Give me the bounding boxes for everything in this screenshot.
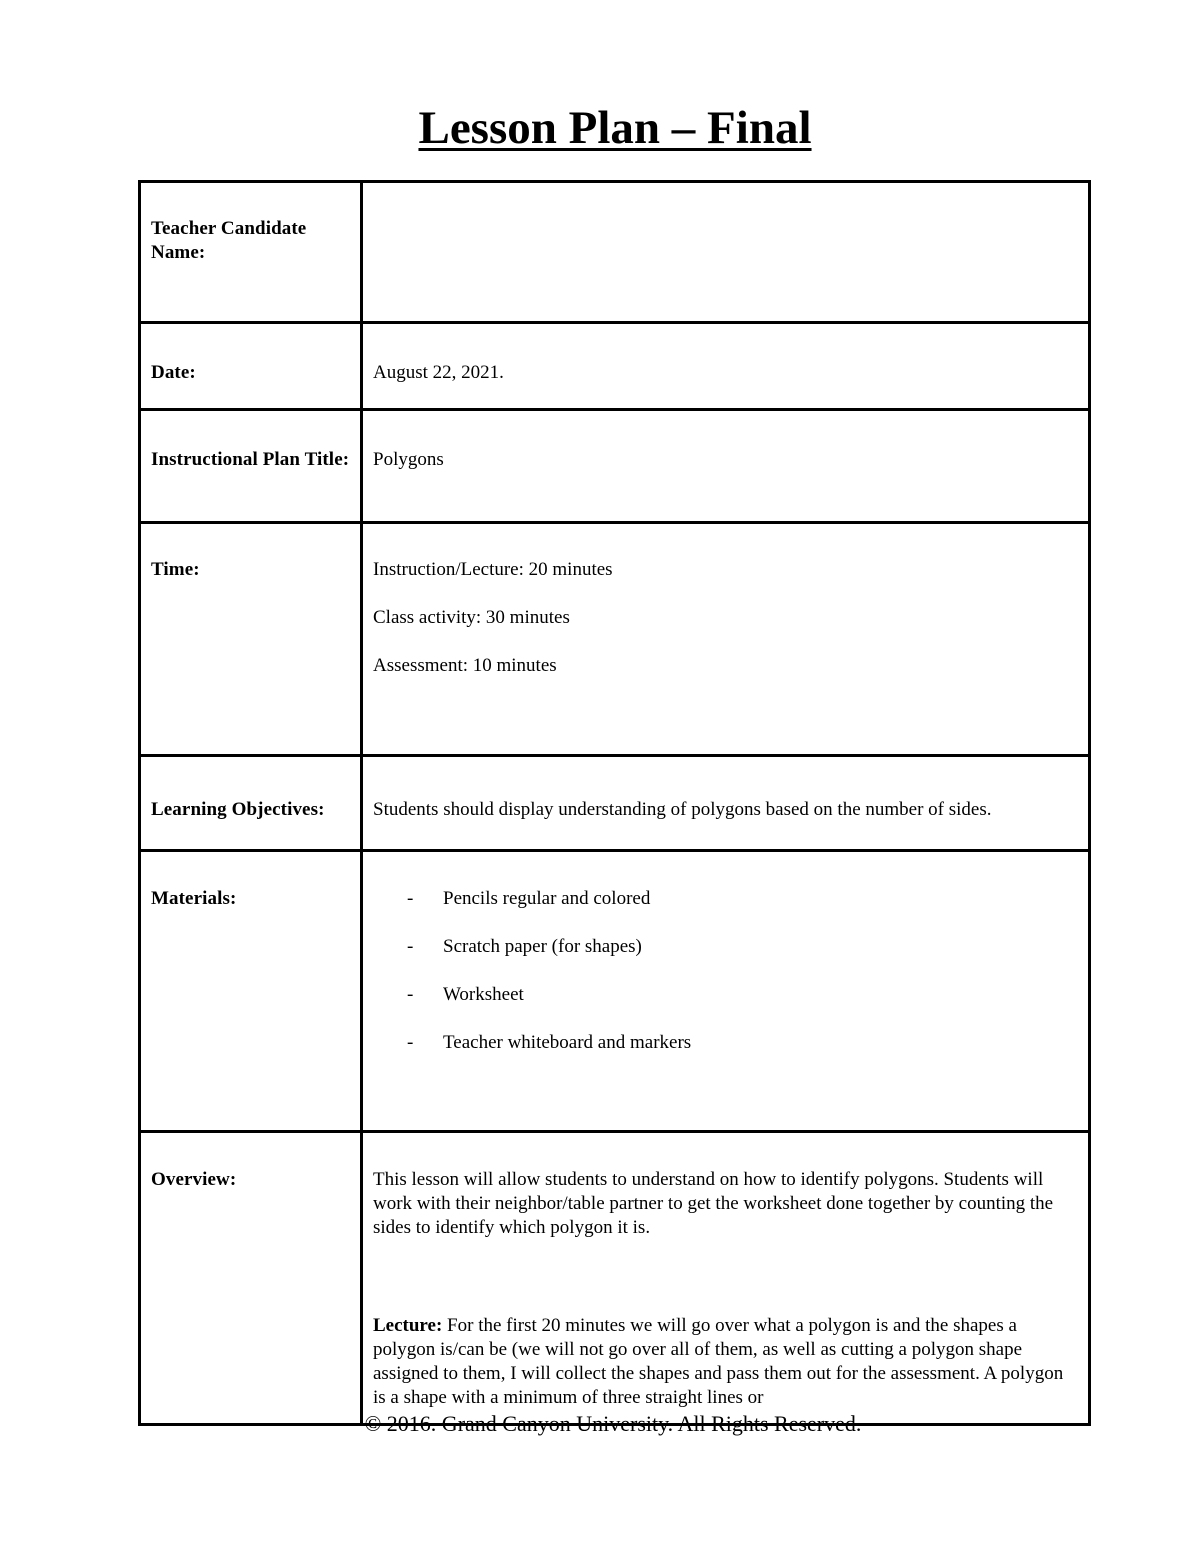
teacher-name-value [362, 182, 1090, 323]
time-instruction: Instruction/Lecture: 20 minutes [373, 559, 613, 580]
lecture-text: For the first 20 minutes we will go over what a polygon is and the shapes a polygon is/can be (we will not go over all of them, as well as cutting a polygon shape assigned to them, I will collect the shapes and pass them out for the assessment. A polygon is a shape with a minimum of three straight lines or [373, 1315, 1064, 1408]
materials-label: Materials: [151, 888, 237, 909]
material-item: Worksheet [443, 984, 524, 1005]
list-item [407, 1031, 1078, 1055]
list-item [407, 935, 1078, 959]
lecture-label: Lecture: [373, 1315, 443, 1336]
table-row-overview [140, 1132, 1090, 1425]
table-row-materials [140, 851, 1090, 1132]
lesson-plan-table [138, 180, 1091, 1426]
document-title: Lesson Plan – Final [418, 102, 812, 154]
overview-label: Overview: [151, 1169, 237, 1190]
teacher-name-label: Teacher Candidate Name: [140, 182, 362, 323]
table-row-objectives [140, 756, 1090, 851]
copyright-footer: © 2016. Grand Canyon University. All Rights Reserved. [364, 1411, 862, 1436]
objectives-value: Students should display understanding of polygons based on the number of sides. [373, 799, 992, 820]
bullet-dash: - [407, 1032, 414, 1053]
time-assessment: Assessment: 10 minutes [373, 655, 557, 676]
table-row-plan-title [140, 410, 1090, 523]
list-item [407, 983, 1078, 1007]
bullet-dash: - [407, 984, 414, 1005]
table-row-teacher-name [140, 182, 1090, 323]
overview-paragraph: This lesson will allow students to understand on how to identify polygons. Students will work with their neighbor/table partner to get the worksheet done together by counting the sides to identify which polygon it is. [373, 1169, 1054, 1238]
materials-list [373, 887, 1078, 1055]
table-row-date [140, 323, 1090, 410]
date-value: August 22, 2021. [373, 362, 504, 383]
material-item: Scratch paper (for shapes) [443, 936, 642, 957]
plan-title-value: Polygons [373, 449, 444, 470]
time-label: Time: [151, 559, 200, 580]
bullet-dash: - [407, 888, 414, 909]
table-row-time [140, 523, 1090, 756]
plan-title-label: Instructional Plan Title: [151, 449, 350, 470]
list-item [407, 887, 1078, 911]
material-item: Teacher whiteboard and markers [443, 1032, 692, 1053]
lecture-paragraph [373, 1314, 1078, 1410]
time-class-activity: Class activity: 30 minutes [373, 607, 570, 628]
material-item: Pencils regular and colored [443, 888, 651, 909]
bullet-dash: - [407, 936, 414, 957]
date-label: Date: [151, 362, 196, 383]
objectives-label: Learning Objectives: [151, 799, 325, 820]
